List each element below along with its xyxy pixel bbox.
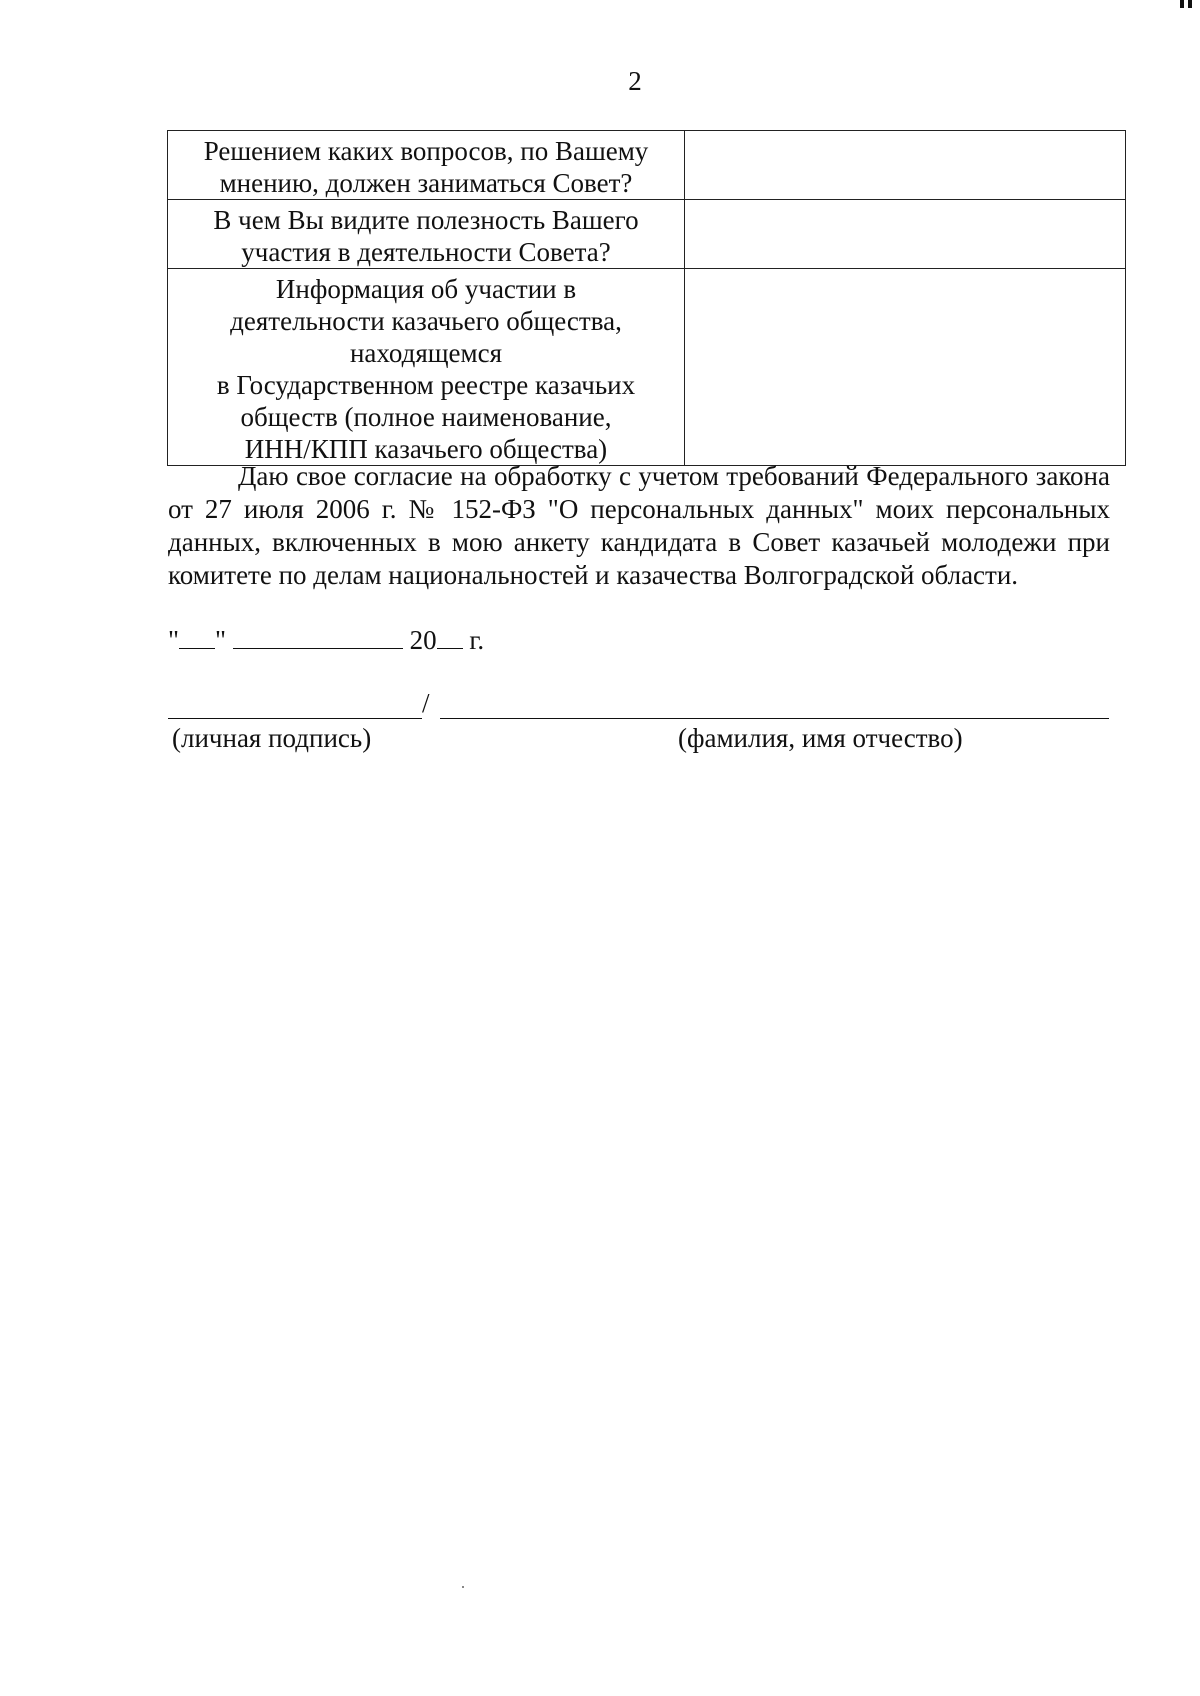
year-suffix: г. [469,625,485,655]
question-line: обществ (полное наименование, [240,402,612,432]
date-close-quote: " [215,625,227,655]
question-line: ИНН/КПП казачьего общества) [244,434,608,464]
question-cell [168,131,685,200]
table-row [168,131,1126,200]
question-line: Решением каких вопросов, по Вашему [203,136,649,166]
question-line: Информация об участии в [275,274,577,304]
question-line: в Государственном реестре казачьих [216,370,636,400]
question-line: находящемся [349,338,503,368]
table-row [168,200,1126,269]
questionnaire-table [167,130,1126,466]
answer-cell[interactable] [685,131,1126,200]
scan-speck [462,1586,464,1588]
signature-line[interactable] [168,718,422,719]
date-field [168,624,484,655]
question-line: участия в деятельности Совета? [241,237,611,267]
question-line: деятельности казачьего общества, [230,306,622,336]
answer-cell[interactable] [685,200,1126,269]
question-line: мнению, должен заниматься Совет? [219,168,633,198]
question-line: В чем Вы видите полезность Вашего [213,205,639,235]
full-name-caption: (фамилия, имя отчество) [678,723,963,753]
question-cell [168,200,685,269]
full-name-line[interactable] [440,718,1109,719]
question-cell [168,269,685,466]
consent-paragraph: Даю свое согласие на обработку с учетом требований Федерального закона от 27 июля 2006 г. № 152-ФЗ "О персональных данных" моих персональных данных, включенных в мою анкету кандидата в Совет казачьей молодежи при комитете по делам национальностей и казачества Волгоградской области. [168,461,1110,590]
month-blank[interactable] [233,624,403,649]
answer-cell[interactable] [685,269,1126,466]
signature-separator: / [422,688,430,718]
signature-caption: (личная подпись) [172,723,372,753]
scan-corner-mark [1180,0,1192,8]
year-prefix: 20 [409,625,437,655]
page-number: 2 [628,66,642,96]
date-open-quote: " [168,625,180,655]
year-blank[interactable] [437,624,463,649]
day-blank[interactable] [179,624,215,649]
table-row [168,269,1126,466]
